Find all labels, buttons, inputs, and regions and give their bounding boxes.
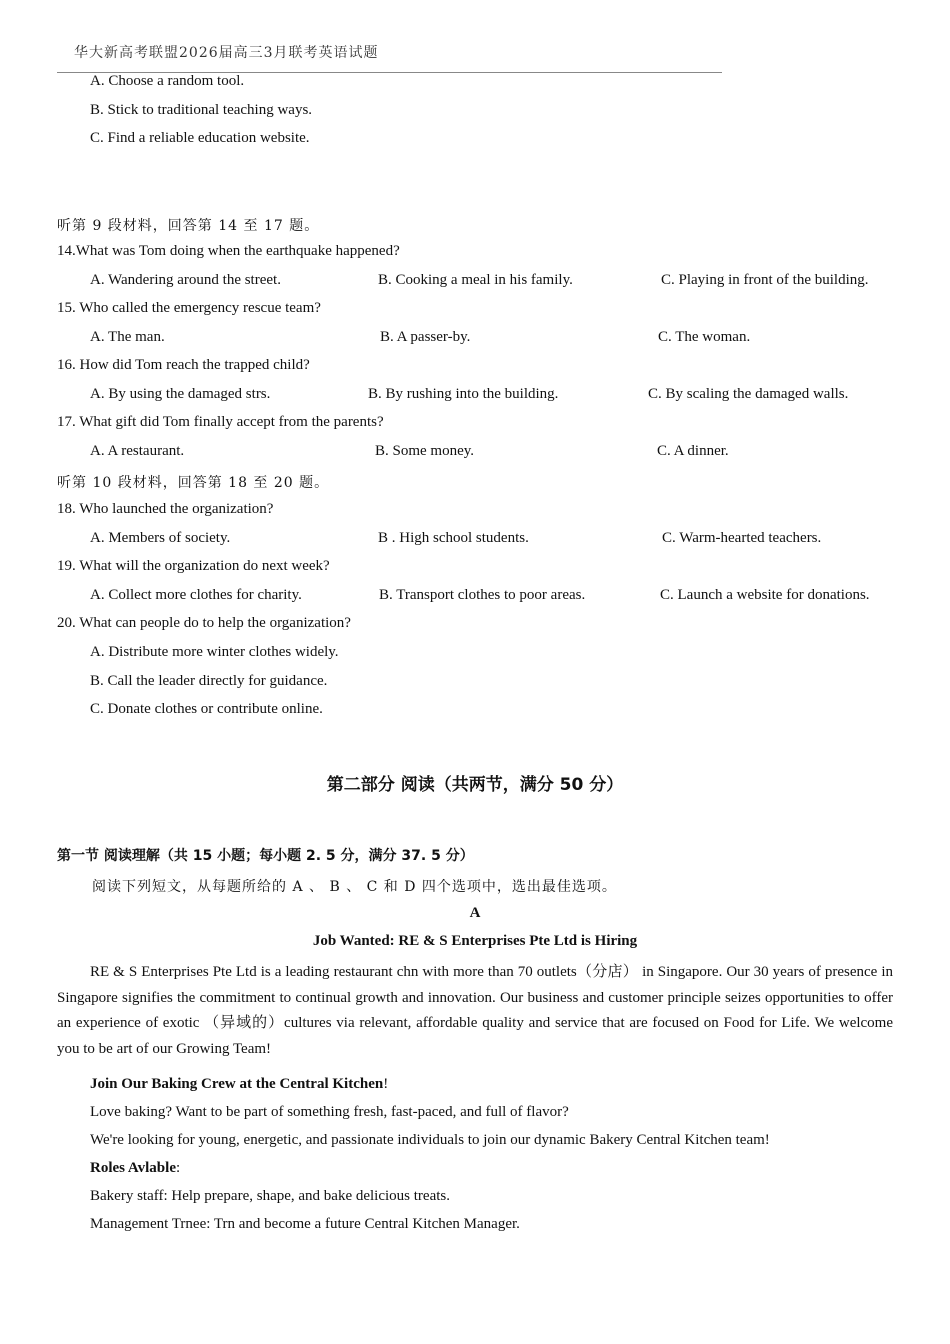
join-heading-line <box>90 1076 388 1093</box>
q13-option-c: C. Find a reliable education website. <box>90 130 310 146</box>
roles-heading-punct: : <box>175 1160 181 1176</box>
q20-option-c: C. Donate clothes or contribute online. <box>90 701 323 717</box>
reading-instruction: 阅读下列短文，从每题所给的 A 、 B 、 C 和 D 四个选项中，选出最佳选项。 <box>92 879 617 895</box>
q17-option-b: B. Some money. <box>375 443 475 459</box>
q16-option-a: A. By using the damaged strs. <box>90 386 271 402</box>
q18-option-b: B . High school students. <box>378 530 529 546</box>
q19-stem: 19. What will the organization do next week? <box>57 558 330 574</box>
q14-option-b: B. Cooking a meal in his family. <box>378 272 573 288</box>
q18-option-c: C. Warm-hearted teachers. <box>662 530 822 546</box>
join-heading-punct: ! <box>383 1076 389 1092</box>
q19-option-c: C. Launch a website for donations. <box>660 587 870 603</box>
section10-instruction: 听第 10 段材料，回答第 18 至 20 题。 <box>57 475 330 491</box>
q16-option-b: B. By rushing into the building. <box>368 386 559 402</box>
q15-option-a: A. The man. <box>90 329 165 345</box>
q14-stem: 14.What was Tom doing when the earthquake happened? <box>57 243 400 259</box>
q19-option-b: B. Transport clothes to poor areas. <box>379 587 586 603</box>
q20-option-b: B. Call the leader directly for guidance. <box>90 673 328 689</box>
role-item-1: Bakery staff: Help prepare, shape, and bake delicious treats. <box>90 1188 450 1204</box>
exam-header-title: 华大新高考联盟2026届高三3月联考英语试题 <box>74 45 379 61</box>
roles-heading: Roles Avlable <box>90 1160 176 1176</box>
q13-option-a: A. Choose a random tool. <box>90 73 245 89</box>
passage-intro-paragraph: RE & S Enterprises Pte Ltd is a leading restaurant chn with more than 70 outlets（分店） in Singapore. Our 30 years of presence in Singapore signifies the commitment to continual growth and innovation. Our business and customer principle seizes opportunities to offer an experience of exotic （异域的）cultures via relevant, affordable quality and service that are focused on Food for Life. We welcome you to be art of our Growing Team! <box>57 964 893 1058</box>
q18-option-a: A. Members of society. <box>90 530 231 546</box>
q17-stem: 17. What gift did Tom finally accept from the parents? <box>57 414 384 430</box>
part2-title: 第二部分 阅读（共两节，满分 50 分） <box>326 775 624 795</box>
passage-line-2: We're looking for young, energetic, and passionate individuals to join our dynamic Bakery Central Kitchen team! <box>90 1132 770 1148</box>
q20-stem: 20. What can people do to help the organization? <box>57 615 351 631</box>
q15-stem: 15. Who called the emergency rescue team? <box>57 300 321 316</box>
q14-option-a: A. Wandering around the street. <box>90 272 281 288</box>
q20-option-a: A. Distribute more winter clothes widely. <box>90 644 339 660</box>
role-item-2: Management Trnee: Trn and become a future Central Kitchen Manager. <box>90 1216 520 1232</box>
q16-stem: 16. How did Tom reach the trapped child? <box>57 357 310 373</box>
q13-option-b: B. Stick to traditional teaching ways. <box>90 102 313 118</box>
q19-option-a: A. Collect more clothes for charity. <box>90 587 302 603</box>
q17-option-a: A. A restaurant. <box>90 443 185 459</box>
q15-option-b: B. A passer-by. <box>380 329 471 345</box>
part2-section1-title: 第一节 阅读理解（共 15 小题；每小题 2. 5 分，满分 37. 5 分） <box>57 848 474 864</box>
section9-instruction: 听第 9 段材料，回答第 14 至 17 题。 <box>57 218 320 234</box>
q14-option-c: C. Playing in front of the building. <box>661 272 869 288</box>
roles-heading-line <box>90 1160 180 1177</box>
passage-letter: A <box>469 905 481 921</box>
passage-title: Job Wanted: RE & S Enterprises Pte Ltd is Hiring <box>312 933 638 949</box>
passage-line-1: Love baking? Want to be part of something fresh, fast-paced, and full of flavor? <box>90 1104 569 1120</box>
q17-option-c: C. A dinner. <box>657 443 729 459</box>
q16-option-c: C. By scaling the damaged walls. <box>648 386 849 402</box>
join-heading: Join Our Baking Crew at the Central Kitchen <box>90 1076 384 1092</box>
q15-option-c: C. The woman. <box>658 329 751 345</box>
q18-stem: 18. Who launched the organization? <box>57 501 274 517</box>
